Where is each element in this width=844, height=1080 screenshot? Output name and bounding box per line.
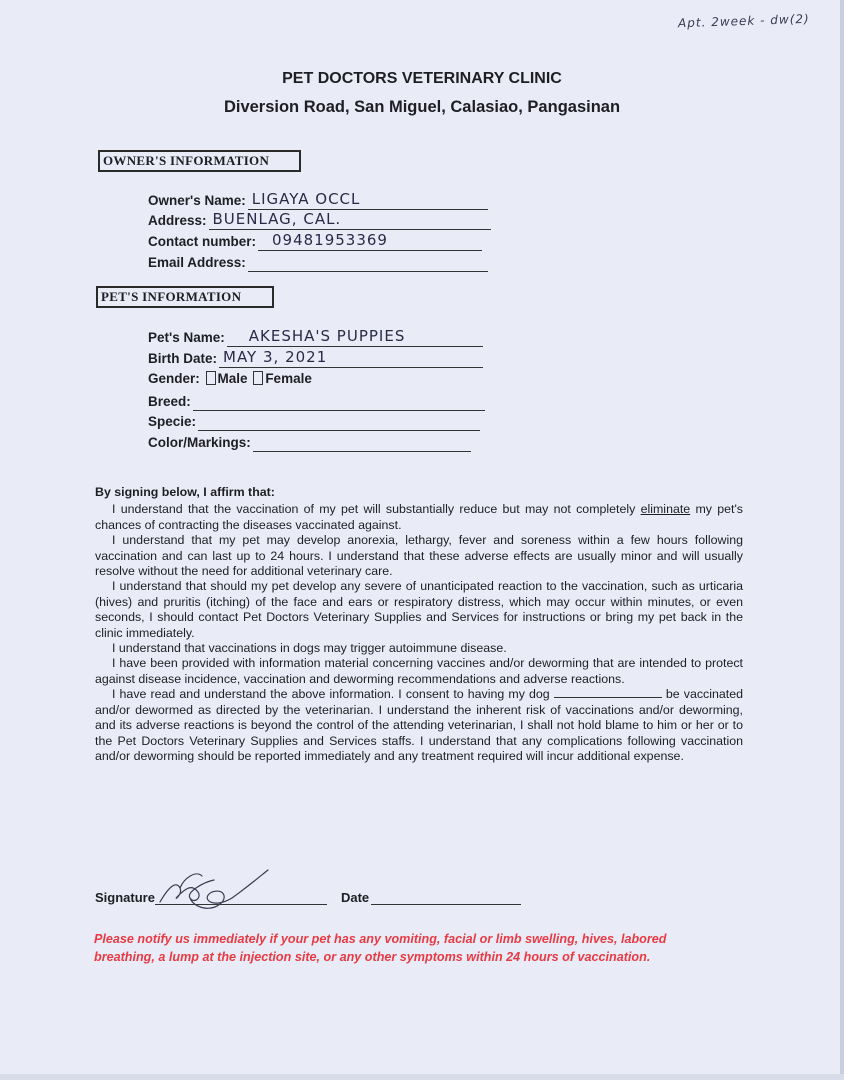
owner-address-line[interactable] xyxy=(209,209,491,230)
male-checkbox[interactable] xyxy=(206,371,216,385)
gender-label: Gender: xyxy=(148,371,200,386)
consent-p1-text-a: I understand that the vaccination of my pet will substantially reduce but may not completely xyxy=(112,502,641,517)
owner-name-field[interactable] xyxy=(148,188,488,210)
handwritten-signature xyxy=(150,858,280,918)
consent-text xyxy=(95,485,743,764)
female-label: Female xyxy=(265,371,312,386)
contact-number-label: Contact number: xyxy=(148,234,256,249)
owner-name-label: Owner's Name: xyxy=(148,193,246,208)
consent-paragraph-2: I understand that my pet may develop anorexia, lethargy, fever and soreness within a few hours following vaccination and can last up to 24 hours. I understand that these adverse effects are usually minor and will usually resolve without the need for additional veterinary care. xyxy=(95,533,743,579)
pet-section-title: PET'S INFORMATION xyxy=(96,286,274,308)
email-address-line[interactable] xyxy=(248,251,488,272)
clinic-address: Diversion Road, San Miguel, Calasiao, Pangasinan xyxy=(223,98,621,116)
handwritten-corner-note: Apt. 2week - dw(2) xyxy=(677,11,810,31)
contact-number-line[interactable] xyxy=(258,230,482,251)
breed-line[interactable] xyxy=(193,390,485,411)
consent-paragraph-5: I have been provided with information material concerning vaccines and/or deworming that are intended to protect against disease incidence, vaccination and deworming recommendations and adverse reactions. xyxy=(95,656,743,686)
owner-address-value: BUENLAG, CAL. xyxy=(212,210,342,228)
pet-name-value: AKESHA'S PUPPIES xyxy=(248,327,406,345)
color-markings-line[interactable] xyxy=(253,431,471,452)
consent-paragraph-3: I understand that should my pet develop any severe of unanticipated reaction to the vaccination, such as urticaria (hives) and pruritis (itching) of the face and ears or respiratory distress, which may occur within minutes, or even seconds, I should contact Pet Doctors Veterinary Supplies and Services for instructions or bring my pet back in the clinic immediately. xyxy=(95,579,743,640)
scan-right-edge xyxy=(840,0,844,1080)
owner-name-value: LIGAYA OCCL xyxy=(251,190,361,208)
dog-name-blank[interactable] xyxy=(554,687,662,698)
date-line[interactable] xyxy=(371,890,521,905)
date-label: Date xyxy=(340,890,370,905)
owner-section-title: OWNER'S INFORMATION xyxy=(98,150,301,172)
specie-line[interactable] xyxy=(198,410,480,431)
consent-intro: By signing below, I affirm that: xyxy=(95,485,275,499)
consent-p1-text-b: my pet's chances of contracting the diseases vaccinated against. xyxy=(95,502,743,532)
pet-name-line[interactable] xyxy=(227,326,483,347)
pet-name-label: Pet's Name: xyxy=(148,330,225,345)
consent-paragraph-4: I understand that vaccinations in dogs may trigger autoimmune disease. xyxy=(112,641,507,656)
contact-number-value: 09481953369 xyxy=(272,231,388,249)
signature-label: Signature xyxy=(95,890,155,905)
owner-address-label: Address: xyxy=(148,213,207,228)
breed-field[interactable] xyxy=(148,389,485,411)
pet-name-field[interactable] xyxy=(148,325,483,347)
consent-p6-text-a: I have read and understand the above information. I consent to having my dog xyxy=(112,687,554,702)
consent-p1-underlined: eliminate xyxy=(640,502,691,517)
owner-address-field[interactable] xyxy=(148,208,491,230)
owner-name-line[interactable] xyxy=(248,189,488,210)
female-checkbox[interactable] xyxy=(253,371,263,385)
contact-number-field[interactable] xyxy=(148,229,482,251)
specie-field[interactable] xyxy=(148,409,480,431)
specie-label: Specie: xyxy=(148,414,197,429)
male-label: Male xyxy=(217,371,248,386)
email-address-field[interactable] xyxy=(148,250,488,272)
gender-field xyxy=(148,371,312,386)
birth-date-field[interactable] xyxy=(148,346,483,368)
scan-bottom-edge xyxy=(0,1074,844,1080)
consent-p6-text-b: be vaccinated and/or dewormed as directed by the veterinarian. I understand the inherent risk of vaccinations and/or deworming, and its adverse reactions is beyond the control of the attending veterinarian, I shall not hold blame to him or her or to the Pet Doctors Veterinary Supplies and Services staffs. I understand that any complications following vaccination and/or deworming should be reported immediately and any treatment required will incur additional expense. xyxy=(95,687,743,763)
red-notice: Please notify us immediately if your pet has any vomiting, facial or limb swelling, hives, labored breathing, a lump at the injection site, or any other symptoms within 24 hours of vaccination. xyxy=(94,932,667,964)
color-markings-label: Color/Markings: xyxy=(148,435,251,450)
birth-date-line[interactable] xyxy=(219,347,483,368)
consent-paragraph-6 xyxy=(95,687,743,764)
email-address-label: Email Address: xyxy=(148,255,246,270)
form-header xyxy=(0,68,844,118)
consent-paragraph-1 xyxy=(95,502,743,533)
birth-date-value: MAY 3, 2021 xyxy=(223,348,328,366)
breed-label: Breed: xyxy=(148,394,191,409)
clinic-name: PET DOCTORS VETERINARY CLINIC xyxy=(282,70,562,87)
color-markings-field[interactable] xyxy=(148,430,471,452)
birth-date-label: Birth Date: xyxy=(148,351,218,366)
